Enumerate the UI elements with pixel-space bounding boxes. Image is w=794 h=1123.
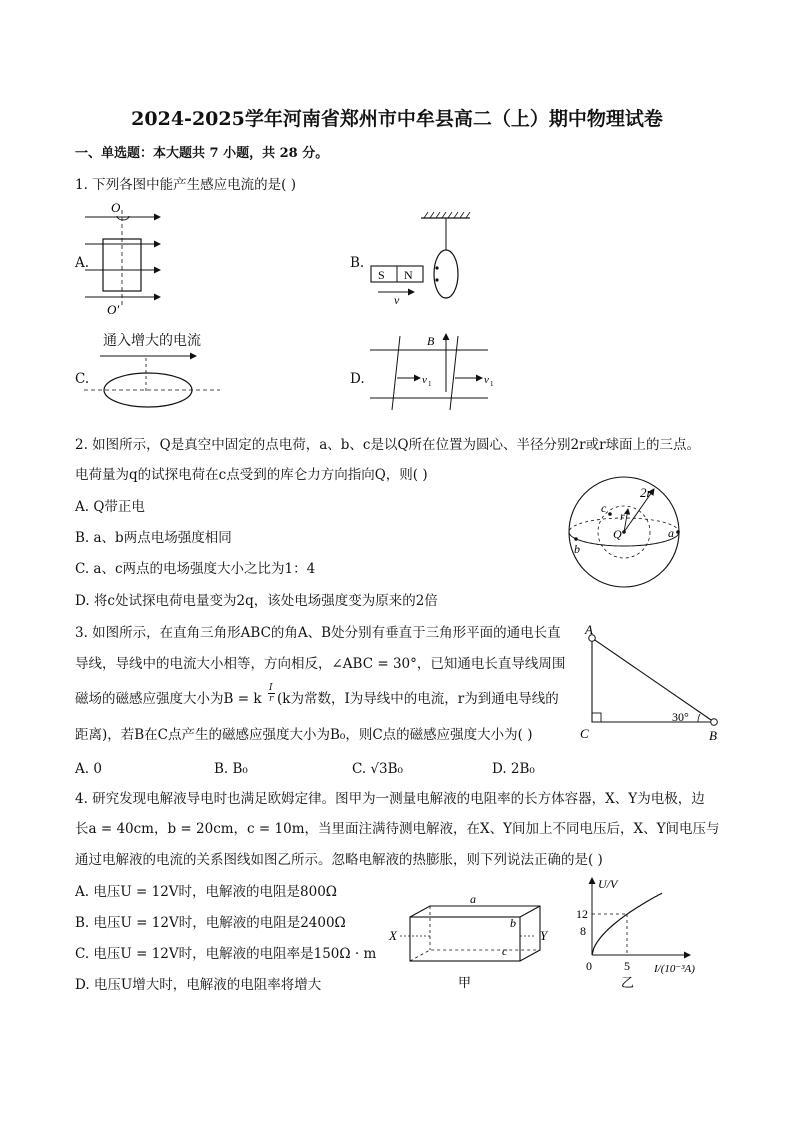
- q1-option-c-label: C.: [75, 371, 90, 387]
- q2-option-b: B. a、b两点电场强度相同: [75, 530, 232, 546]
- q4-graph-xlabel: I/(10⁻³A): [654, 963, 695, 975]
- q4-option-b: B. 电压U = 12V时，电解液的电阻是2400Ω: [75, 915, 346, 931]
- magnet-velocity-label: v: [394, 293, 400, 307]
- q4-electrode-x: X: [389, 928, 397, 943]
- q2-label-a: a: [668, 526, 674, 540]
- q1d-v2-sub: 1: [490, 380, 494, 388]
- q3-label-a: A: [585, 622, 593, 637]
- magnet-s-label: S: [378, 268, 385, 282]
- q4-box-figure: [386, 893, 556, 993]
- q1d-v1-sub: 1: [428, 380, 432, 388]
- q4-box-caption: 甲: [458, 975, 472, 990]
- q3-angle-label: 30°: [672, 710, 689, 724]
- question-4-line3: 通过电解液的电流的关系图线如图乙所示。忽略电解液的热膨胀，则下列说法正确的是( ): [75, 852, 603, 868]
- q1d-v2-label: v: [484, 374, 489, 386]
- q2-option-a: A. Q带正电: [75, 499, 145, 515]
- q4-option-c: C. 电压U = 12V时，电解液的电阻率是150Ω · m: [75, 946, 377, 962]
- q1-option-d-label: D.: [350, 371, 365, 387]
- q1a-axis-bottom-label: O′: [107, 302, 120, 317]
- q1-figure-b: [366, 212, 476, 312]
- q3-option-c: C. √3B₀: [352, 761, 403, 777]
- q4-box-label-b: b: [510, 916, 516, 930]
- q1-figure-a: [85, 198, 175, 318]
- question-4-line2: 长a = 40cm，b = 20cm，c = 10m，当里面注满待测电解液，在X、Y间加上不同电压后，X、Y间电压与: [75, 821, 720, 837]
- q1-figure-d: [370, 330, 510, 415]
- q2-option-d: D. 将c处试探电荷电量变为2q，该处电场强度变为原来的2倍: [75, 593, 438, 609]
- q1-option-b-label: B.: [350, 255, 365, 271]
- q2-option-c: C. a、c两点的电场强度大小之比为1：4: [75, 561, 316, 577]
- question-1-stem: 1. 下列各图中能产生感应电流的是( ): [75, 177, 296, 193]
- q2-label-c: c: [601, 501, 607, 515]
- q3-option-d: D. 2B₀: [492, 761, 535, 777]
- q1-figure-c: [84, 352, 224, 412]
- question-4-line1: 4. 研究发现电解液导电时也满足欧姆定律。图甲为一测量电解液的电阻率的长方体容器，X、Y为电极，边: [75, 791, 705, 807]
- question-3-line3b: (k为常数，I为导线中的电流，r为到通电导线的: [277, 691, 559, 707]
- q1c-caption: 通入增大的电流: [103, 333, 201, 349]
- q4-option-d: D. 电压U增大时，电解液的电阻率将增大: [75, 977, 322, 993]
- magnet-n-label: N: [404, 268, 413, 282]
- q2-label-q: Q: [613, 527, 622, 541]
- q2-sphere-figure: [566, 475, 686, 590]
- section-heading: 一、单选题：本大题共 7 小题，共 28 分。: [75, 146, 329, 161]
- q1-option-a-label: A.: [75, 255, 90, 271]
- q3-option-a: A. 0: [75, 761, 102, 777]
- question-3-line1: 3. 如图所示，在直角三角形ABC的角A、B处分别有垂直于三角形平面的通电长直: [75, 625, 561, 641]
- q2-label-2r: 2r: [640, 485, 652, 500]
- q1d-v1-label: v: [422, 374, 427, 386]
- q3-label-c: C: [580, 726, 589, 741]
- q3-label-b: B: [709, 728, 717, 743]
- q4-option-a: A. 电压U = 12V时，电解液的电阻是800Ω: [75, 884, 337, 900]
- q4-graph-ylabel: U/V: [598, 877, 618, 891]
- q4-graph-tick-12: 12: [576, 907, 588, 921]
- q4-graph-tick-8: 8: [580, 924, 586, 938]
- q4-graph-origin: 0: [586, 959, 592, 973]
- q1a-axis-top-label: O: [111, 200, 121, 215]
- q4-box-label-a: a: [470, 892, 476, 906]
- q3-fraction-denominator: r: [269, 694, 274, 704]
- q4-graph-tick-5: 5: [624, 959, 630, 973]
- q4-graph-caption: 乙: [621, 975, 635, 990]
- q3-option-b: B. B₀: [214, 761, 248, 777]
- question-2-line1: 2. 如图所示，Q是真空中固定的点电荷，a、b、c是以Q所在位置为圆心、半径分别2r或r球面上的三点。: [75, 437, 701, 453]
- question-3-line2: 导线，导线中的电流大小相等，方向相反，∠ABC = 30°，已知通电长直导线周围: [75, 656, 566, 672]
- question-3-line4: 距离)，若B在C点产生的磁感应强度大小为B₀，则C点的磁感应强度大小为( ): [75, 727, 533, 743]
- question-3-line3a: 磁场的磁感应强度大小为B = k: [75, 691, 262, 707]
- q2-label-r: r: [620, 509, 625, 523]
- question-2-line2: 电荷量为q的试探电荷在c点受到的库仑力方向指向Q，则( ): [75, 467, 428, 483]
- page-title: 2024-2025学年河南省郑州市中牟县高二（上）期中物理试卷: [131, 108, 663, 130]
- q4-ui-graph: [570, 876, 730, 991]
- q1d-b-label: B: [427, 334, 435, 348]
- q3-fraction-numerator: I: [269, 683, 273, 693]
- q4-box-label-c: c: [502, 944, 508, 958]
- q2-label-b: b: [574, 542, 580, 556]
- q3-triangle-figure: [580, 622, 725, 744]
- q4-electrode-y: Y: [540, 928, 548, 943]
